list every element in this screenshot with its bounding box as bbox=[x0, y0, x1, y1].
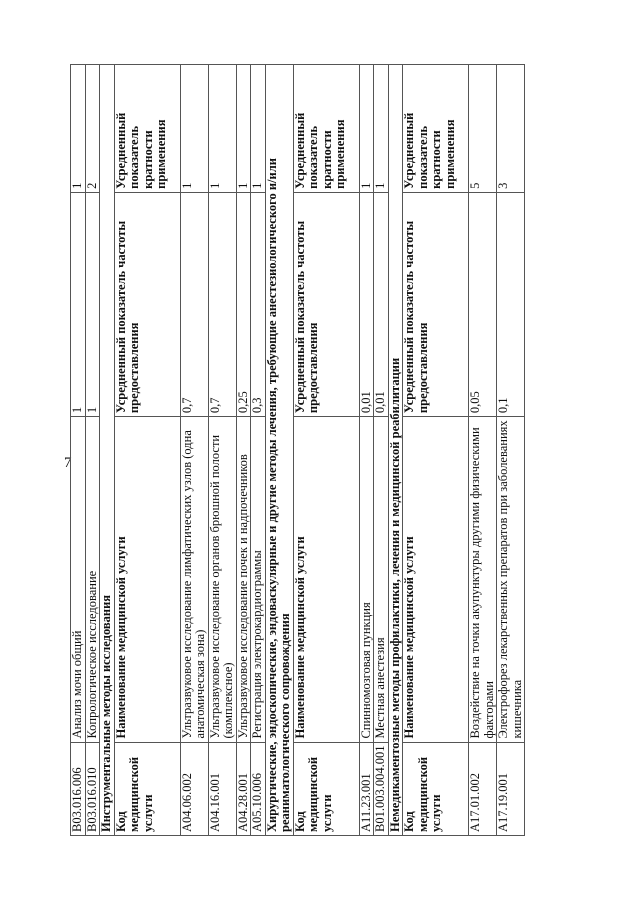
section-header-row bbox=[388, 65, 403, 836]
header-name: Наименование медицинской услуги bbox=[403, 417, 469, 742]
multiplicity-value: 1 bbox=[359, 65, 374, 193]
frequency-value: 0,05 bbox=[469, 192, 497, 416]
table-row bbox=[374, 65, 389, 836]
service-code: A11.23.001 bbox=[359, 742, 374, 835]
service-code: A04.06.002 bbox=[180, 742, 208, 835]
frequency-value: 0,7 bbox=[180, 192, 208, 416]
header-frequency: Усредненный показатель частоты предоставления bbox=[403, 192, 469, 416]
header-name: Наименование медицинской услуги bbox=[293, 417, 359, 742]
service-code: A04.16.001 bbox=[208, 742, 236, 835]
header-multiplicity: Усредненный показатель кратности применения bbox=[293, 65, 359, 193]
table-row bbox=[469, 65, 497, 836]
frequency-value: 0,1 bbox=[497, 192, 525, 416]
service-name: Местная анестезия bbox=[374, 417, 389, 742]
service-code: A04.28.001 bbox=[236, 742, 251, 835]
multiplicity-value: 3 bbox=[497, 65, 525, 193]
frequency-value: 0,01 bbox=[359, 192, 374, 416]
service-name: Воздействие на точки акупунктуры другими физическими факторами bbox=[469, 417, 497, 742]
frequency-value: 0,01 bbox=[374, 192, 389, 416]
table-row bbox=[359, 65, 374, 836]
multiplicity-value: 1 bbox=[236, 65, 251, 193]
multiplicity-value: 1 bbox=[208, 65, 236, 193]
multiplicity-value: 2 bbox=[85, 65, 100, 193]
section-title-surgical: Хирургические, эндоскопические, эндоваскулярные и другие методы лечения, требующие анестезиологического и/или реаниматологического сопровождения bbox=[265, 65, 293, 836]
table-row bbox=[236, 65, 251, 836]
page-number: 7 bbox=[64, 455, 72, 471]
header-multiplicity: Усредненный показатель кратности применения bbox=[403, 65, 469, 193]
service-name: Ультразвуковое исследование органов брюшной полости (комплексное) bbox=[208, 417, 236, 742]
multiplicity-value: 5 bbox=[469, 65, 497, 193]
medical-services-table bbox=[70, 64, 525, 836]
table-row bbox=[180, 65, 208, 836]
service-name: Электрофорез лекарственных препаратов при заболеваниях кишечника bbox=[497, 417, 525, 742]
header-frequency: Усредненный показатель частоты предоставления bbox=[293, 192, 359, 416]
service-name: Ультразвуковое исследование почек и надпочечников bbox=[236, 417, 251, 742]
service-code: A05.10.006 bbox=[251, 742, 266, 835]
header-code: Код медицинской услуги bbox=[403, 742, 469, 835]
frequency-value: 1 bbox=[85, 192, 100, 416]
table-row bbox=[71, 65, 86, 836]
service-name: Спинномозговая пункция bbox=[359, 417, 374, 742]
service-code: A17.01.002 bbox=[469, 742, 497, 835]
frequency-value: 0,3 bbox=[251, 192, 266, 416]
table-row bbox=[208, 65, 236, 836]
multiplicity-value: 1 bbox=[251, 65, 266, 193]
section-title-instrumental: Инструментальные методы исследования bbox=[100, 65, 115, 836]
section-header-row bbox=[100, 65, 115, 836]
service-code: B03.016.006 bbox=[71, 742, 86, 835]
column-header-row bbox=[114, 65, 180, 836]
service-code: B01.003.004.001 bbox=[374, 742, 389, 835]
frequency-value: 0,7 bbox=[208, 192, 236, 416]
service-code: B03.016.010 bbox=[85, 742, 100, 835]
service-name: Регистрация электрокардиограммы bbox=[251, 417, 266, 742]
header-name: Наименование медицинской услуги bbox=[114, 417, 180, 742]
service-name: Анализ мочи общий bbox=[71, 417, 86, 742]
header-code: Код медицинской услуги bbox=[114, 742, 180, 835]
section-header-row bbox=[265, 65, 293, 836]
service-name: Копрологическое исследование bbox=[85, 417, 100, 742]
frequency-value: 1 bbox=[71, 192, 86, 416]
rotated-table-container bbox=[70, 64, 584, 836]
service-code: A17.19.001 bbox=[497, 742, 525, 835]
header-code: Код медицинской услуги bbox=[293, 742, 359, 835]
table-row bbox=[251, 65, 266, 836]
multiplicity-value: 1 bbox=[71, 65, 86, 193]
column-header-row bbox=[403, 65, 469, 836]
frequency-value: 0,25 bbox=[236, 192, 251, 416]
column-header-row bbox=[293, 65, 359, 836]
table-row bbox=[497, 65, 525, 836]
multiplicity-value: 1 bbox=[374, 65, 389, 193]
multiplicity-value: 1 bbox=[180, 65, 208, 193]
table-row bbox=[85, 65, 100, 836]
section-title-nondrug: Немедикаментозные методы профилактики, лечения и медицинской реабилитации bbox=[388, 65, 403, 836]
service-name: Ультразвуковое исследование лимфатических узлов (одна анатомическая зона) bbox=[180, 417, 208, 742]
header-multiplicity: Усредненный показатель кратности применения bbox=[114, 65, 180, 193]
header-frequency: Усредненный показатель частоты предоставления bbox=[114, 192, 180, 416]
